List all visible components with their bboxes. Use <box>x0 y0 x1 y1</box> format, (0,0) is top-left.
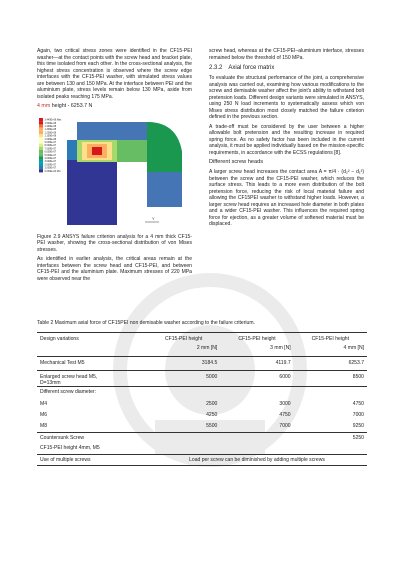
table-unit-4mm: 4 mm [N] <box>343 345 364 351</box>
legend-label: 3.440E+08 Max <box>44 118 62 122</box>
table-cell-label <box>37 371 147 387</box>
legend-label: 5.000E+07 <box>44 153 57 157</box>
table-cell: 4750 <box>352 401 364 407</box>
legend-swatch <box>39 124 43 127</box>
left-paragraph-2: As identified in earlier analysis, the critical areas remain at the interfaces between the screw head and CF15-PEI, and between CF15-PEI and the aluminium plate. Maximum stresses of 220 MPa were observed near the <box>37 256 192 282</box>
table-cell-label: Use of multiple screws <box>37 455 147 466</box>
table-cell: 5000 <box>147 371 220 387</box>
legend-swatch <box>39 163 43 166</box>
legend-swatch <box>39 150 43 153</box>
table-row-m8 <box>37 418 367 433</box>
table-row-cf15-height <box>37 441 367 455</box>
legend-label: 1.100E+08 <box>44 134 57 138</box>
legend-label: 7.000E+07 <box>44 147 57 151</box>
legend-swatch <box>39 140 43 143</box>
right-paragraph-1: screw head, whereas at the CF15-PEI–aluminium interface, stresses remained below the threshold of 150 MPa. <box>209 48 364 61</box>
legend-swatch <box>39 128 43 131</box>
table-cell: 9250 <box>352 423 364 429</box>
table-cell: 2500 <box>206 401 218 407</box>
left-column <box>37 48 192 285</box>
section-number: 2.3.2 <box>209 65 223 71</box>
left-paragraph-1: Again, two critical stress zones were identified in the CF15-PEI washer—at the contact points with the screw head and bracket plate, this time isolated from each other. In the cross-sectional analysis, the highest stress concentration is observed where the screw edge interfaces with the CF15-PEI washer, with simulated stress values are between 130 and 150 MPa. At the interface between PEI and the aluminium plate, stress levels remain below 130 MPa, aside from isolated peaks reaching 175 MPa. <box>37 48 192 100</box>
table-cell: 3000 <box>279 401 291 407</box>
table-cell: 7000 <box>352 412 364 418</box>
table-cell: 8500 <box>294 371 367 387</box>
legend-swatch <box>39 121 43 124</box>
figure-title-rest: height - 6253.7 N <box>50 103 93 109</box>
legend-swatch <box>39 169 43 172</box>
svg-text:Y: Y <box>152 216 155 221</box>
subsection-heading: Different screw heads <box>209 159 263 165</box>
table-caption: Table 2 Maximum axial force of CF15PEI non demisable washer according to the failure criterium. <box>37 320 255 326</box>
legend-label: 1.200E+08 <box>44 131 57 135</box>
table-header-h3: CF15-PEI height <box>294 333 367 343</box>
axial-force-table <box>37 332 367 466</box>
table-row-m6 <box>37 407 367 418</box>
table-cell-label: M6 <box>40 412 48 418</box>
table-row-diameter <box>37 387 367 399</box>
right-column <box>209 48 364 231</box>
table-row-multiple <box>37 455 367 466</box>
table-header-design: Design variations <box>37 333 147 343</box>
table-header-h2: CF15-PEI height <box>220 333 293 343</box>
enlarged-label-line-2: D=13mm <box>40 380 61 386</box>
table-cell: 6253.7 <box>294 356 367 366</box>
table-unit-2mm: 2 mm [N] <box>196 345 218 351</box>
table-cell: Load per screw can be diminished by adding multiple screws <box>147 455 367 466</box>
table-row-enlarged <box>37 371 367 387</box>
legend-swatch <box>39 131 43 134</box>
legend-label: 6.000E+07 <box>44 150 57 154</box>
table-row-countersunk <box>37 433 367 442</box>
legend-swatch <box>39 153 43 156</box>
table-cell-label: CF15-PEI height 4mm, M5 <box>40 445 100 451</box>
legend-swatch <box>39 144 43 147</box>
legend-swatch <box>39 166 43 169</box>
table-cell-label: M8 <box>40 423 48 429</box>
table-cell: 4250 <box>206 412 218 418</box>
stress-contour-figure <box>37 112 192 227</box>
legend-label: 9.000E+07 <box>44 141 57 144</box>
table-header-row-2 <box>37 342 367 351</box>
table-cell-label: Countersunk Screw <box>37 433 147 442</box>
legend-label: 1.400E+08 <box>44 125 57 128</box>
table-cell: 5250 <box>294 433 367 442</box>
figure-caption: Figure 2.9 ANSYS failure criterion analysis for a 4 mm thick CF15-PEI washer, showing the cross-sectional distribution of von Mises stresses. <box>37 233 192 253</box>
figure-title-prefix: 4 mm <box>37 103 51 109</box>
legend-label: 1.000E+08 <box>44 137 57 141</box>
figure-title <box>37 103 192 110</box>
enlarged-label-line-1: Enlarged screw head M5, <box>40 374 98 380</box>
legend-swatch <box>39 134 43 137</box>
right-paragraph-3: A trade-off must be considered by the user between a higher allowable bolt pretension and the resulting increase in required spring force. As no safety factor has been included in the current analysis, it must be applied individually based on the mission-specific requirements, in accordance with the ECSS regulations [8]. <box>209 123 364 156</box>
table-cell: 7000 <box>279 423 291 429</box>
table-cell: 6000 <box>220 371 293 387</box>
table-cell: 3184.5 <box>147 356 220 366</box>
section-title: Axial force matrix <box>228 65 275 71</box>
legend-swatch <box>39 137 43 140</box>
table-row-m4 <box>37 398 367 407</box>
legend-swatch <box>39 156 43 159</box>
right-paragraph-2: To evaluate the structural performance of the joint, a comprehensive analysis was carried out, examining how various modifications to the screw and demisable washer affect the joint's ability to withstand bolt pretension loads. Different design variants were simulated in ANSYS, using 250 N load increments to systematically assess which von Mises stress distribution most closely matched the failure criterion defined in the previous section. <box>209 75 364 120</box>
legend-label: 2.000E+07 <box>44 163 57 167</box>
table-cell: 5500 <box>206 423 218 429</box>
legend-label: 3.000E+07 <box>44 160 57 164</box>
table-header-row-1 <box>37 333 367 343</box>
right-paragraph-4: A larger screw head increases the contact area A = π/4 · (d₂² − d₁²) between the screw and the CF15-PEI washer, which reduces the surface stress. This leads to a more even distribution of the bolt pretension force, reducing the risk of local material failure and allowing the CF15PEI washer to withstand higher loads. However, a larger screw head requires an increased hole diameter in both plates and a wider CF15-PEI washer. This influences the required spring force for ejection, as a greater volume of softened material must be displaced. <box>209 169 364 227</box>
table-unit-3mm: 3 mm [N] <box>270 345 291 351</box>
table-cell-label: M4 <box>40 401 48 407</box>
table-cell: 4750 <box>279 412 291 418</box>
legend-swatch <box>39 118 43 121</box>
legend-label: 1.000E+07 <box>44 166 57 170</box>
legend-label: 8.000E+07 <box>44 144 57 148</box>
legend-label: 1.300E+08 <box>44 128 57 132</box>
legend-label: 1.500E+08 <box>44 121 57 125</box>
table-header-h1: CF15-PEI height <box>147 333 220 343</box>
legend-swatch <box>39 160 43 163</box>
section-heading <box>209 64 364 72</box>
legend-swatch <box>39 147 43 150</box>
table-cell: 4119.7 <box>220 356 293 366</box>
legend-label: 0.000E+00 Min <box>44 169 61 173</box>
table-cell-label: Different screw diameter: <box>37 387 367 399</box>
table-row-mechanical <box>37 356 367 366</box>
legend-label: 4.000E+07 <box>44 157 57 160</box>
table-cell-label: Mechanical Test M5 <box>37 356 147 366</box>
